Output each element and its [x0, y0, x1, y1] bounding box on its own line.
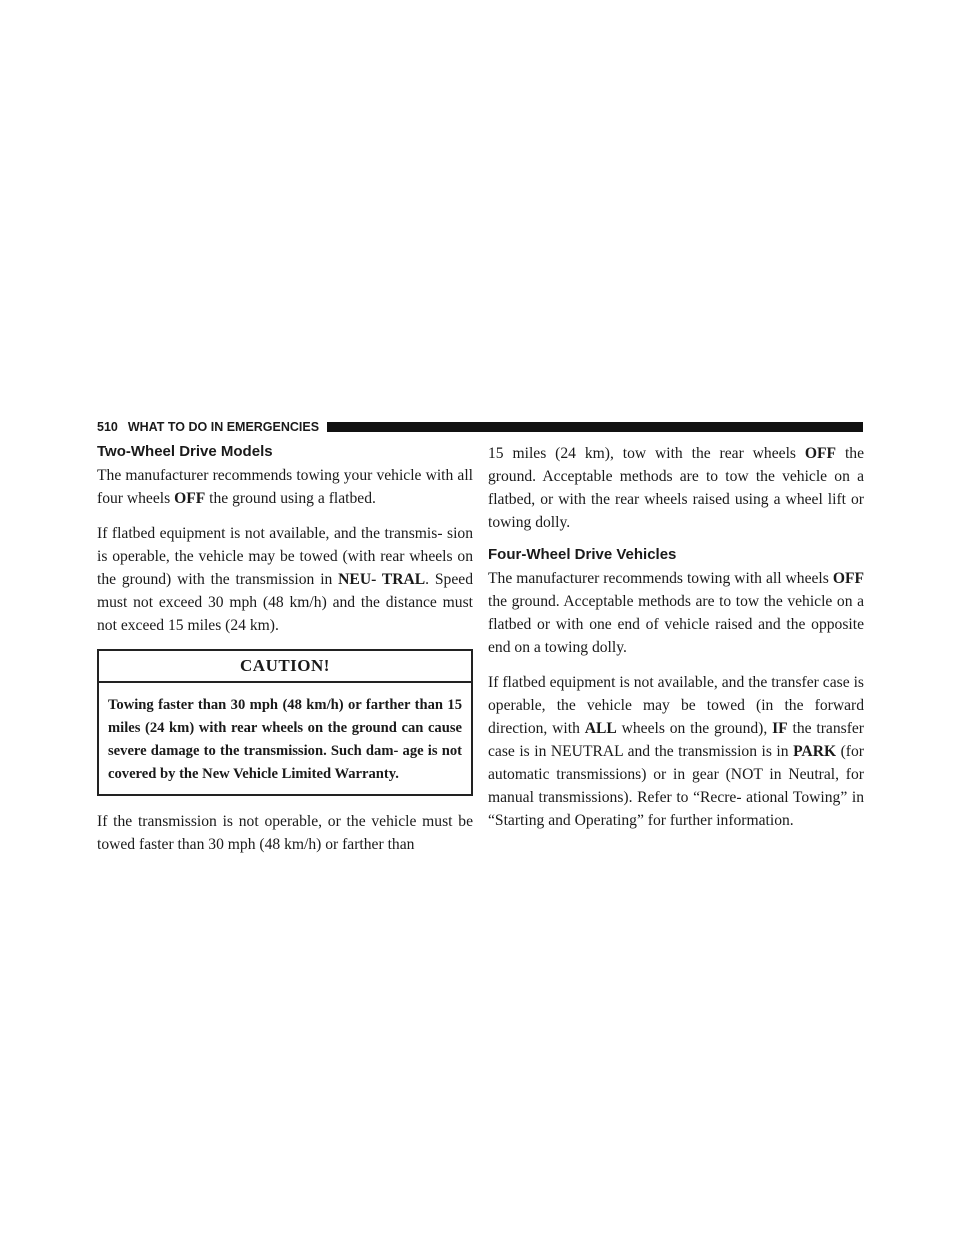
caution-box [97, 649, 473, 796]
right-column [488, 442, 864, 844]
paragraph-4wd-recommendation: The manufacturer recommends towing with all wheels OFF the ground. Acceptable methods are to tow the vehicle on a flatbed or with one end of vehicle raised and the opposite end on a towing dolly. [488, 570, 864, 656]
section-title: WHAT TO DO IN EMERGENCIES [127, 420, 320, 434]
left-column [97, 442, 473, 868]
paragraph-flatbed-recommendation: The manufacturer recommends towing your vehicle with all four wheels OFF the ground using a flatbed. [97, 467, 473, 507]
heading-four-wheel-drive: Four-Wheel Drive Vehicles [488, 546, 677, 563]
paragraph-transfer-case: If flatbed equipment is not available, and the transfer case is operable, the vehicle may be towed (in the forward direction, with ALL wheels on the ground), IF the transfer case is in NEUTRAL and the transmission is in PARK (for automatic transmissions) or in gear (NOT in Neutral, for manual transmissions). Refer to “Recre- ational Towing” in “Starting and Operating” for further information. [488, 674, 864, 829]
caution-title: CAUTION! [99, 651, 471, 683]
heading-two-wheel-drive: Two-Wheel Drive Models [97, 443, 273, 460]
paragraph-rear-wheels-off: 15 miles (24 km), tow with the rear wheels OFF the ground. Acceptable methods are to tow the vehicle on a flatbed, or with the rear wheels raised using a wheel lift or towing dolly. [488, 445, 865, 531]
paragraph-neutral-towing: If flatbed equipment is not available, and the transmis- sion is operable, the vehicle may be towed (with rear wheels on the ground) with the transmission in NEU- TRAL. Speed must not exceed 30 mph (48 km/h) and the distance must not exceed 15 miles (24 km). [97, 525, 473, 634]
header-rule [327, 422, 863, 432]
paragraph-transmission-not-operable: If the transmission is not operable, or the vehicle must be towed faster than 30 mph (48 km/h) or farther than [97, 813, 473, 853]
page-header [97, 416, 863, 438]
caution-text: Towing faster than 30 mph (48 km/h) or farther than 15 miles (24 km) with rear wheels on the ground can cause severe damage to the transmission. Such dam- age is not covered by the New Vehicle Limited Warranty. [108, 697, 462, 782]
page-number: 510 [97, 420, 118, 434]
